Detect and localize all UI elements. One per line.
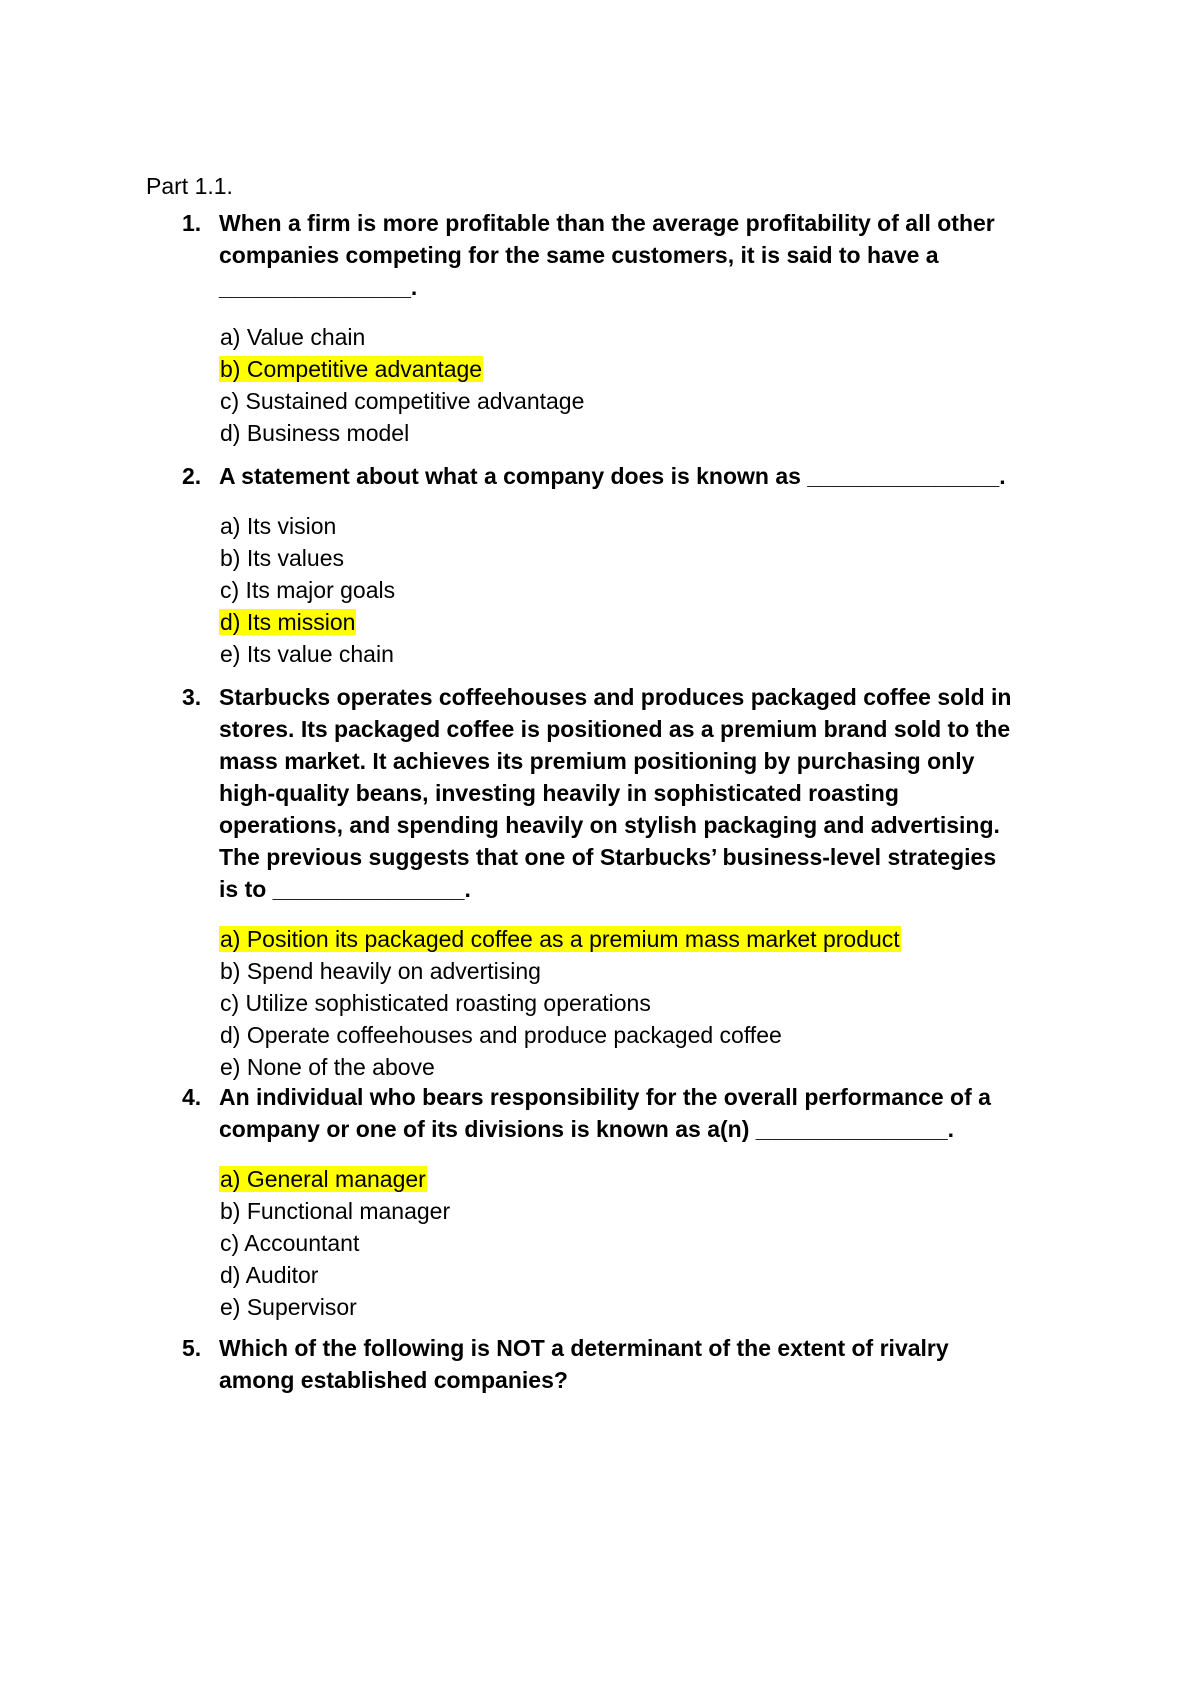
answer-options xyxy=(219,923,901,1083)
question-text-line: The previous suggests that one of Starbucks’ business-level strategies xyxy=(219,844,997,870)
answer-option-text: e) Its value chain xyxy=(220,641,394,667)
answer-option xyxy=(219,638,396,670)
answer-option-text: d) Auditor xyxy=(220,1262,319,1288)
answer-option-highlighted xyxy=(219,923,901,955)
answer-option-highlighted xyxy=(219,1163,451,1195)
answer-option-text: c) Its major goals xyxy=(220,577,396,603)
question-number: 4. xyxy=(182,1084,202,1110)
answer-option xyxy=(219,1259,451,1291)
answer-option xyxy=(219,1051,901,1083)
answer-option-text: a) Its vision xyxy=(220,513,337,539)
question-text-line: companies competing for the same customers, it is said to have a xyxy=(219,242,939,268)
question-text-line: An individual who bears responsibility for the overall performance of a xyxy=(219,1084,991,1110)
answer-option xyxy=(219,510,396,542)
answer-option-text: b) Competitive advantage xyxy=(220,356,483,382)
answer-option xyxy=(219,321,585,353)
answer-option-text: a) Value chain xyxy=(220,324,366,350)
question-number: 5. xyxy=(182,1335,202,1361)
answer-option xyxy=(219,1227,451,1259)
answer-options xyxy=(219,510,396,670)
answer-option xyxy=(219,385,585,417)
answer-option-text: c) Sustained competitive advantage xyxy=(220,388,585,414)
answer-option-text: b) Functional manager xyxy=(220,1198,451,1224)
answer-options xyxy=(219,321,585,449)
question-text-line: stores. Its packaged coffee is positioned as a premium brand sold to the xyxy=(219,716,1011,742)
question-text-line: high-quality beans, investing heavily in sophisticated roasting xyxy=(219,780,899,806)
answer-option xyxy=(219,987,901,1019)
question-text xyxy=(219,460,1069,492)
answer-option-text: b) Its values xyxy=(220,545,344,571)
answer-option-text: d) Its mission xyxy=(220,609,356,635)
answer-option xyxy=(219,417,585,449)
question-text-line: mass market. It achieves its premium positioning by purchasing only xyxy=(219,748,975,774)
question-text-line: among established companies? xyxy=(219,1367,568,1393)
question-number: 3. xyxy=(182,684,202,710)
question-text xyxy=(219,207,1069,303)
answer-option-text: c) Utilize sophisticated roasting operations xyxy=(220,990,651,1016)
question-text-line: company or one of its divisions is known as a(n) _______________. xyxy=(219,1116,955,1142)
answer-option xyxy=(219,542,396,574)
answer-option xyxy=(219,574,396,606)
answer-option xyxy=(219,1195,451,1227)
answer-option-text: e) Supervisor xyxy=(220,1294,357,1320)
question-text-line: _______________. xyxy=(219,274,418,300)
answer-option xyxy=(219,1019,901,1051)
answer-option-text: c) Accountant xyxy=(220,1230,360,1256)
answer-options xyxy=(219,1163,451,1323)
question-text-line: A statement about what a company does is known as _______________. xyxy=(219,463,1006,489)
question-text xyxy=(219,1081,1069,1145)
answer-option-text: a) General manager xyxy=(220,1166,426,1192)
question-text-line: Starbucks operates coffeehouses and produces packaged coffee sold in xyxy=(219,684,1012,710)
question-text xyxy=(219,681,1069,905)
question-number: 2. xyxy=(182,463,202,489)
question-text-line: operations, and spending heavily on stylish packaging and advertising. xyxy=(219,812,1000,838)
question-text xyxy=(219,1332,1069,1396)
question-number: 1. xyxy=(182,210,202,236)
question-text-line: When a firm is more profitable than the average profitability of all other xyxy=(219,210,995,236)
answer-option xyxy=(219,955,901,987)
part-title: Part 1.1. xyxy=(146,173,233,199)
answer-option-text: b) Spend heavily on advertising xyxy=(220,958,541,984)
answer-option-text: a) Position its packaged coffee as a premium mass market product xyxy=(220,926,900,952)
answer-option-text: d) Operate coffeehouses and produce packaged coffee xyxy=(220,1022,782,1048)
answer-option-highlighted xyxy=(219,606,396,638)
question-text-line: Which of the following is NOT a determinant of the extent of rivalry xyxy=(219,1335,949,1361)
answer-option-highlighted xyxy=(219,353,585,385)
answer-option xyxy=(219,1291,451,1323)
answer-option-text: e) None of the above xyxy=(220,1054,435,1080)
question-text-line: is to _______________. xyxy=(219,876,471,902)
answer-option-text: d) Business model xyxy=(220,420,410,446)
